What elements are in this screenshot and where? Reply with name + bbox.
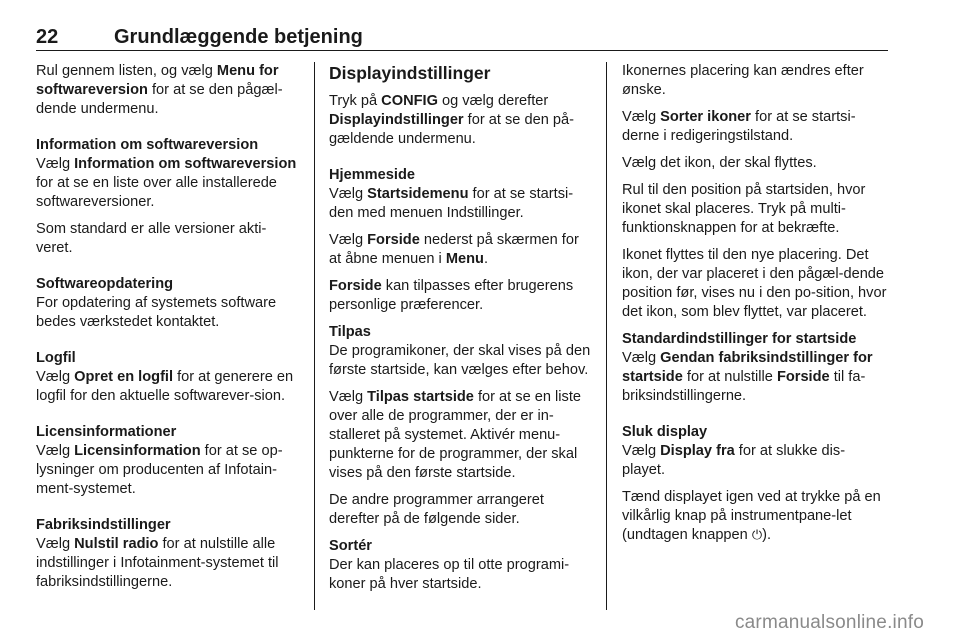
section-title: Licensinformationer xyxy=(36,424,177,440)
section-title: Sluk display xyxy=(622,424,708,440)
section-logfile xyxy=(36,349,301,406)
paragraph: Ikonet flyttes til den nye placering. Det ikon, der var placeret i den pågæl-dende position før, vises nu i den po-sition, hvor det ikon, som blev flyttet, var placeret. xyxy=(622,247,887,320)
page-title: Grundlæggende betjening xyxy=(114,26,363,48)
column-divider xyxy=(314,62,315,610)
paragraph: Vælg Licensinformation for at se op-lysninger om producenten af Infotain-ment-systemet. xyxy=(36,443,283,497)
paragraph: Vælg Display fra for at slukke dis-playet. xyxy=(622,443,846,478)
section-title: Fabriksindstillinger xyxy=(36,517,171,533)
section-title: Standardindstillinger for startside xyxy=(622,331,857,347)
paragraph: Som standard er alle versioner akti-veret. xyxy=(36,221,267,256)
paragraph: De programikoner, der skal vises på den første startside, kan vælges efter behov. xyxy=(329,343,591,378)
paragraph: Vælg Sorter ikoner for at se startsi-derne i redigeringstilstand. xyxy=(622,109,856,144)
watermark: carmanualsonline.info xyxy=(734,612,924,633)
paragraph: Vælg Tilpas startside for at se en liste over alle de programmer, der er in-stalleret på systemet. Aktivér menu-punkterne for de programmer, der skal vises på den første startside. xyxy=(329,389,581,481)
section-title: Softwareopdatering xyxy=(36,276,174,292)
paragraph: Vælg Nulstil radio for at nulstille alle indstillinger i Infotainment-systemet til fabriksindstillingerne. xyxy=(36,536,279,590)
section-software-update xyxy=(36,275,301,332)
section-title: Sortér xyxy=(329,538,372,554)
power-icon: ⏻ xyxy=(751,528,763,543)
section-display-off xyxy=(622,423,888,545)
section-title: Information om softwareversion xyxy=(36,137,259,153)
paragraph: Vælg Forside nederst på skærmen for at åbne menuen i Menu. xyxy=(329,232,579,267)
paragraph: Vælg Opret en logfil for at generere en logfil for den aktuelle softwarever-sion. xyxy=(36,369,294,404)
paragraph: For opdatering af systemets software bedes værkstedet kontaktet. xyxy=(36,295,277,330)
section-title: Hjemmeside xyxy=(329,167,415,183)
column-1 xyxy=(36,62,301,600)
page-number: 22 xyxy=(36,26,59,48)
paragraph: Vælg Startsidemenu for at se startsi-den med menuen Indstillinger. xyxy=(329,186,574,221)
section-heading: Displayindstillinger xyxy=(329,63,491,83)
section-default-homepage xyxy=(622,330,888,406)
section-sort xyxy=(329,537,592,594)
paragraph: Tænd displayet igen ved at trykke på en vilkårlig knap på instrumentpane-let (undtagen knappen ⏻). xyxy=(622,489,881,543)
paragraph: Der kan placeres op til otte programi-koner på hver startside. xyxy=(329,557,570,592)
section-factory-settings xyxy=(36,516,301,592)
column-2 xyxy=(329,62,592,602)
paragraph: Ikonernes placering kan ændres efter ønske. xyxy=(622,63,864,98)
section-title: Tilpas xyxy=(329,324,371,340)
paragraph: Vælg det ikon, der skal flyttes. xyxy=(622,155,817,171)
paragraph: Forside kan tilpasses efter brugerens personlige præferencer. xyxy=(329,278,574,313)
paragraph: De andre programmer arrangeret derefter på de følgende sider. xyxy=(329,492,544,527)
paragraph: Vælg Gendan fabriksindstillinger for startside for at nulstille Forside til fa-briksindstillingerne. xyxy=(622,350,873,404)
column-divider xyxy=(606,62,607,610)
page-header xyxy=(36,24,888,51)
section-license xyxy=(36,423,301,499)
section-customize xyxy=(329,323,592,529)
section-homepage xyxy=(329,166,592,315)
paragraph: Rul til den position på startsiden, hvor ikonet skal placeres. Tryk på multi-funktionsknappen for at bekræfte. xyxy=(622,182,866,236)
paragraph: Vælg Information om softwareversion for at se en liste over alle installerede softwareversioner. xyxy=(36,156,297,210)
paragraph: Rul gennem listen, og vælg Menu for softwareversion for at se den pågæl-dende undermenu. xyxy=(36,63,283,117)
paragraph: Tryk på CONFIG og vælg derefter Displayindstillinger for at se den på-gældende undermenu. xyxy=(329,93,574,147)
section-software-version xyxy=(36,136,301,258)
section-title: Logfil xyxy=(36,350,76,366)
column-3 xyxy=(622,62,888,553)
